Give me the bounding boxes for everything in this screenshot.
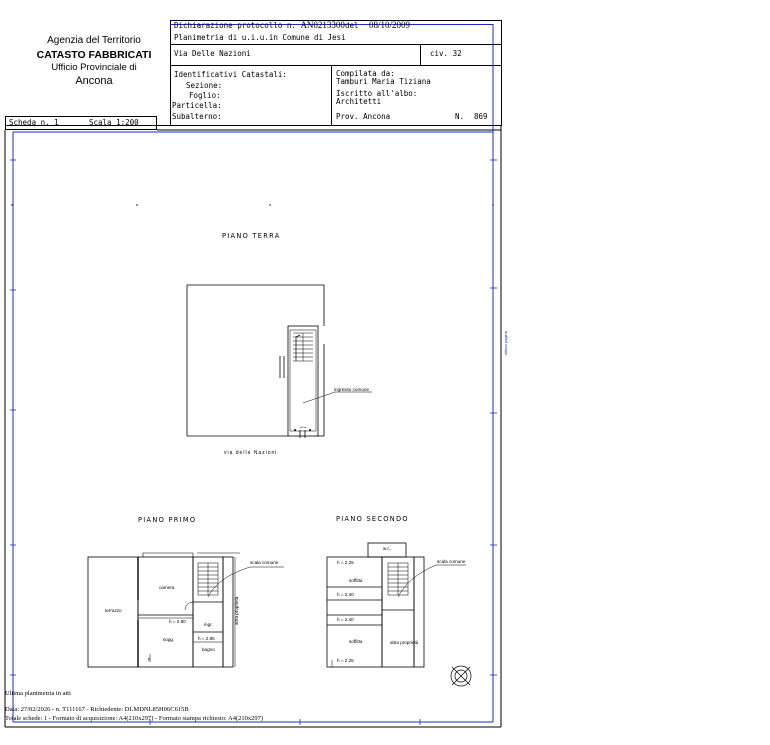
format-line: Totale schede: 1 - Formato di acquisizione: A4(210x297) - Formato stampa richiesto: A4(210x297) [5,715,264,722]
particella-label: Particella: [172,101,222,110]
stair-steps-terra [293,333,313,361]
number-label: N. [455,112,465,121]
agency-name: Agenzia del Territorio [47,35,141,46]
stair-steps-secondo [388,563,408,595]
ingr-label: ingr. [204,622,213,627]
protocol-del: del [344,21,359,30]
h240b-label: h = 2.40 [337,617,354,622]
cadastral-title: Identificativi Catastali: [174,70,287,79]
protocol-date: 08/10/2009 [369,20,411,30]
piano-primo-label: PIANO PRIMO [138,516,197,524]
north-arrow-icon [451,666,471,686]
province-label: Prov. Ancona [336,112,391,121]
h280-label: h = 2.80 [169,619,186,624]
office-city: Ancona [75,75,113,88]
registered-label: Iscritto all'albo: [336,89,418,98]
altra-proprieta-secondo: altra proprietà [390,640,419,645]
soffitta-1-label: soffitta [349,578,363,583]
drawing-frame [5,126,501,727]
foglio-label: Foglio: [189,91,221,100]
piano-secondo-label: PIANO SECONDO [336,515,409,523]
marker-dots [11,204,493,205]
h240a-label: h = 2.40 [337,592,354,597]
civ-number: civ. 32 [430,49,462,58]
scheda-label: Scheda n. 1 [9,118,59,127]
terrazzo-label: terrazzo [105,608,122,613]
compiled-by-name: Tamburi Maria Tiziana [336,77,431,86]
number-value: 869 [474,112,488,121]
scala-comune-primo: scala comune [250,560,279,565]
scala-comune-secondo: scala comune [437,559,466,564]
h225b-label: h = 2.25 [337,658,354,663]
protocol-label: Dichiarazione protocollo n. [174,21,296,30]
protocol-number: AN0213300 [300,20,345,30]
h285-label: h = 2.85 [198,636,215,641]
address-line: Via Delle Nazioni [174,49,251,58]
piano-terra-label: PIANO TERRA [222,232,281,240]
soffitta-2-label: soffitta [349,639,363,644]
office-label: Ufficio Provinciale di [51,61,137,73]
altra-proprieta-primo: altra proprietà [234,596,239,625]
street-label: via delle Nazioni [224,450,278,456]
sogg-label: sogg. [163,637,175,642]
subalterno-label: Subalterno: [172,112,222,121]
catasto-title: CATASTO FABBRICATI [36,48,152,61]
h-label: h [148,657,151,662]
h225a-label: h = 2.25 [337,560,354,565]
stair-steps-primo [198,563,218,595]
registered-value: Architetti [336,97,382,106]
bagno-label: bagno [202,647,215,652]
ultima-planimetria: Ultima planimetria in atti [5,690,71,697]
planimetry-line: Planimetria di u.i.u.in Comune di Jesi [174,33,346,42]
piano-terra-plan [187,285,372,438]
blue-frame [13,24,493,722]
camera-label: camera [159,585,175,590]
request-data-line: Data: 27/02/2026 - n. T111167 - Richiedente: DLMDNL85H06C615B [5,706,189,713]
side-note: ultima pagina [503,331,508,355]
sezione-label: Sezione: [186,81,223,90]
compiled-by-label: Compilata da: [336,69,395,78]
wc-label: w.c. [383,546,391,551]
scala-label: Scala 1:200 [89,118,139,127]
ingresso-comune-label: ingresso comune [334,387,369,392]
